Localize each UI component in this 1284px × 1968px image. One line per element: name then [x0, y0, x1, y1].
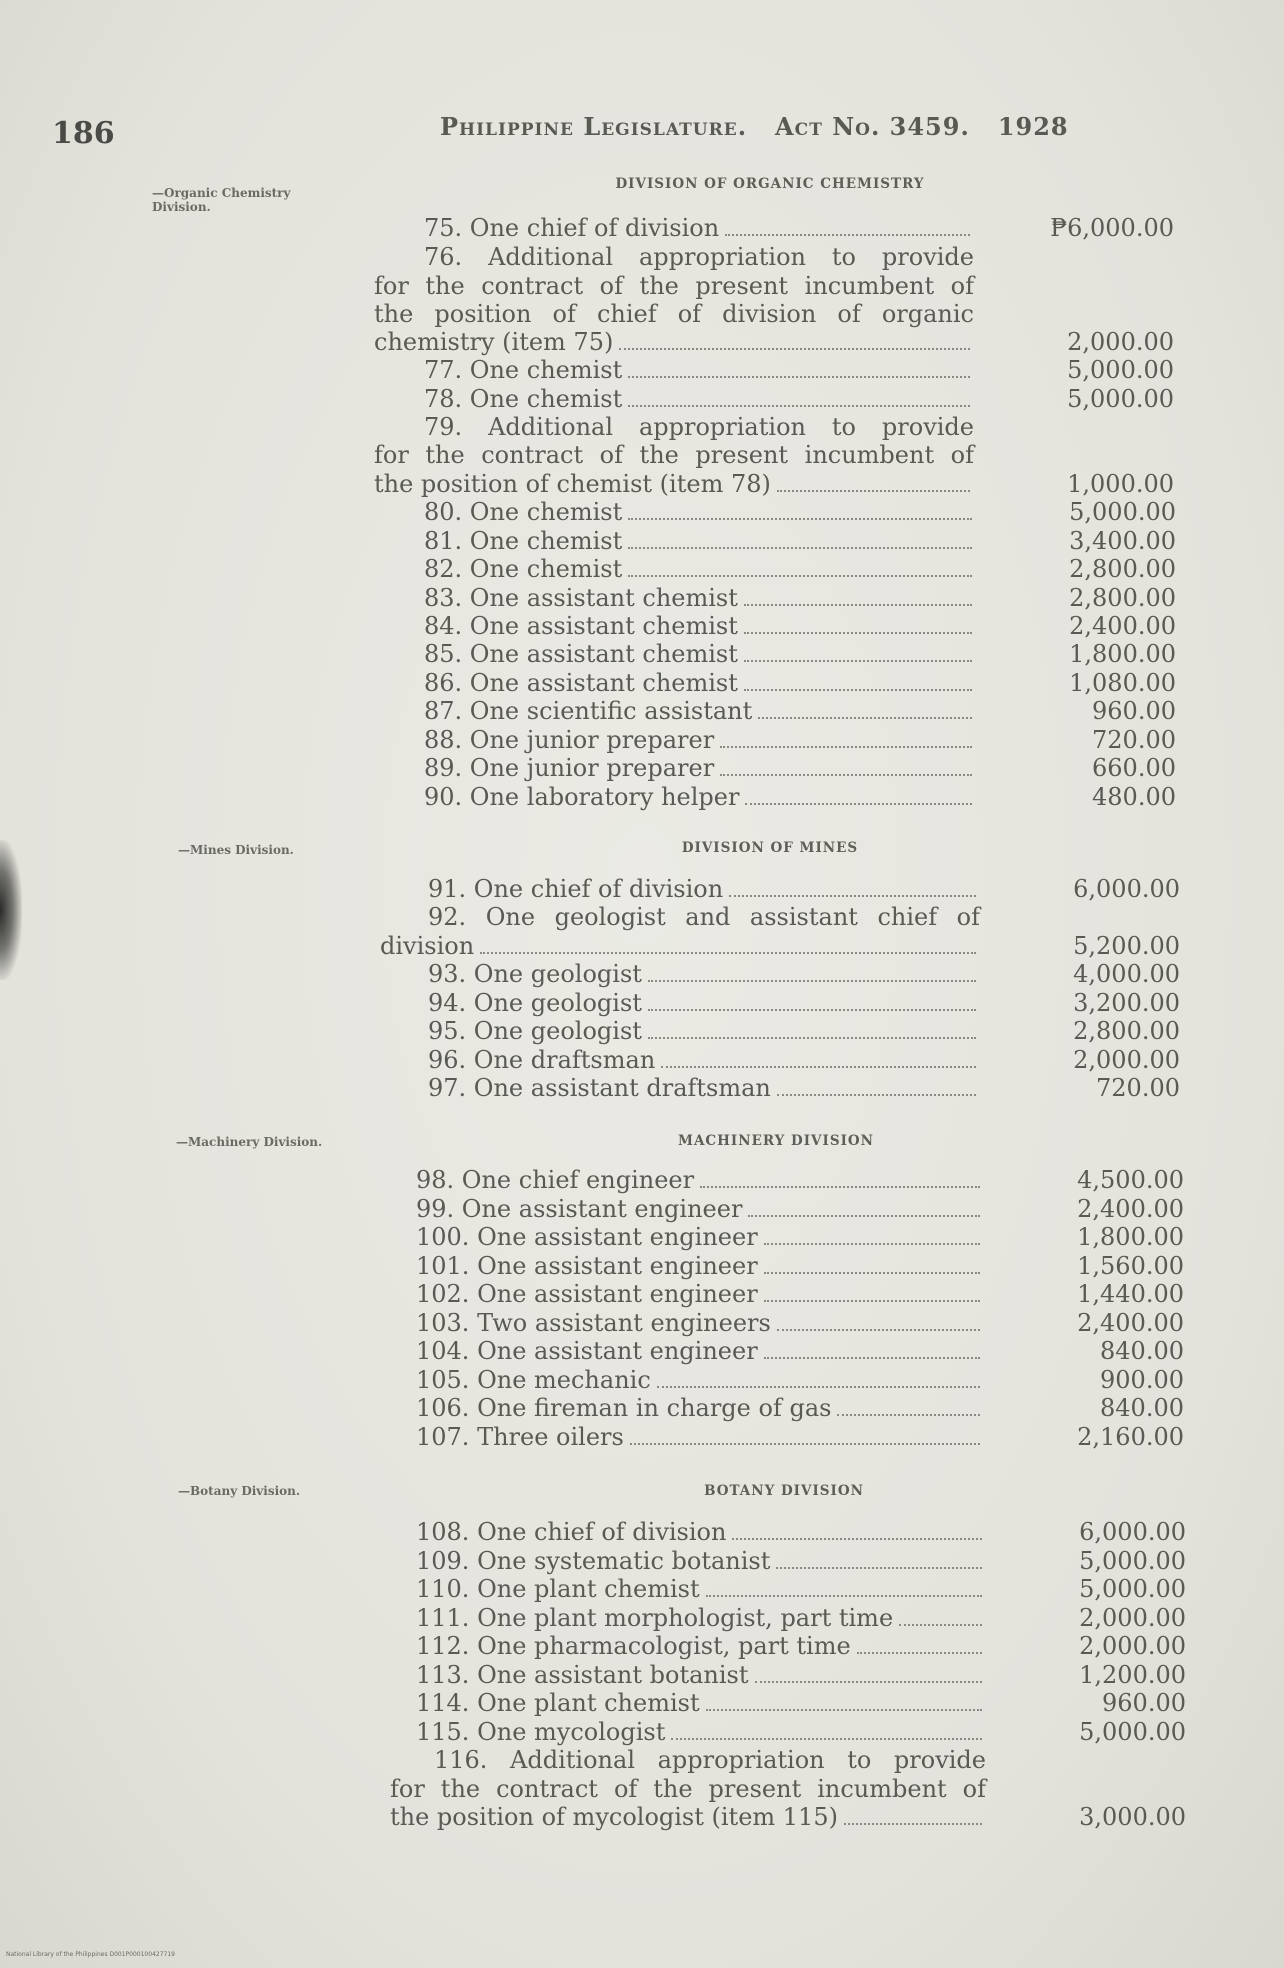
line-item-amount: 720.00 [1092, 726, 1176, 754]
item-99 [416, 1195, 984, 1223]
line-item-text: 110. One plant chemist [416, 1575, 700, 1603]
line-item-amount: 1,800.00 [1077, 1223, 1184, 1251]
line-item-amount: 5,000.00 [1079, 1718, 1186, 1746]
line-item-text: 104. One assistant engineer [416, 1337, 758, 1365]
running-head-year: 1928 [997, 112, 1069, 141]
side-note-organic [152, 186, 290, 214]
side-note-machinery: —Machinery Division. [176, 1135, 323, 1149]
leader-dots [857, 1651, 982, 1654]
line-item-text: 81. One chemist [424, 527, 623, 555]
line-item-text: 101. One assistant engineer [416, 1252, 758, 1280]
paragraph-line-text: chemistry (item 75) [374, 328, 614, 356]
line-item-text: 78. One chemist [424, 385, 623, 413]
item-86 [424, 669, 976, 697]
line-item-text: 83. One assistant chemist [424, 584, 738, 612]
leader-dots [744, 631, 972, 634]
leader-dots [764, 1356, 980, 1359]
leader-dots [764, 1271, 980, 1274]
line-item-text: 108. One chief of division [416, 1518, 727, 1546]
item-113 [416, 1661, 986, 1689]
item-77 [424, 356, 974, 384]
line-item-amount: 2,000.00 [1073, 1046, 1180, 1074]
line-item-amount: 4,000.00 [1073, 960, 1180, 988]
line-item-text: 102. One assistant engineer [416, 1280, 758, 1308]
leader-dots [758, 716, 972, 719]
item-106 [416, 1394, 984, 1422]
line-item-amount: 1,000.00 [1067, 470, 1174, 498]
item-76-line: the position of chief of division of organic [374, 300, 974, 328]
item-91 [428, 875, 980, 903]
item-115 [416, 1718, 986, 1746]
line-item-text: 105. One mechanic [416, 1366, 651, 1394]
leader-dots [648, 1036, 976, 1039]
line-item-text: 114. One plant chemist [416, 1689, 700, 1717]
line-item-amount: 960.00 [1102, 1689, 1186, 1717]
line-item-amount: 2,400.00 [1077, 1195, 1184, 1223]
line-item-amount: 2,000.00 [1079, 1604, 1186, 1632]
line-item-amount: 4,500.00 [1077, 1166, 1184, 1194]
item-79-line: 79. Additional appropriation to provide [424, 413, 974, 441]
side-note-line: Division. [152, 200, 211, 214]
line-item-amount: 5,200.00 [1073, 932, 1180, 960]
item-97 [428, 1074, 980, 1102]
running-head-title: Philippine Legislature. [440, 112, 748, 141]
line-item-amount: 2,800.00 [1069, 555, 1176, 583]
line-item-amount: 840.00 [1100, 1337, 1184, 1365]
leader-dots [628, 546, 972, 549]
item-114 [416, 1689, 986, 1717]
leader-dots [844, 1822, 982, 1825]
leader-dots [628, 375, 970, 378]
line-item-text: 94. One geologist [428, 989, 642, 1017]
section-heading-mines: DIVISION OF MINES [681, 840, 859, 856]
leader-dots [764, 1242, 980, 1245]
line-item-amount: 840.00 [1100, 1394, 1184, 1422]
line-item-amount: 960.00 [1092, 697, 1176, 725]
line-item-amount: ₱6,000.00 [1050, 214, 1174, 242]
line-item-amount: 2,160.00 [1077, 1423, 1184, 1451]
item-85 [424, 640, 976, 668]
line-item-text: 89. One junior preparer [424, 754, 715, 782]
line-item-text: 77. One chemist [424, 356, 623, 384]
running-head-act: Act No. 3459. [775, 112, 970, 141]
leader-dots [619, 347, 970, 350]
item-96 [428, 1046, 980, 1074]
item-116-line: for the contract of the present incumbent of [390, 1775, 986, 1803]
leader-dots [777, 1328, 980, 1331]
line-item-text: 80. One chemist [424, 498, 623, 526]
leader-dots [744, 603, 972, 606]
item-75 [424, 214, 974, 242]
item-100 [416, 1223, 984, 1251]
side-note-botany: —Botany Division. [178, 1484, 301, 1498]
line-item-text: 98. One chief engineer [416, 1166, 695, 1194]
leader-dots [700, 1185, 980, 1188]
leader-dots [706, 1708, 982, 1711]
item-81 [424, 527, 976, 555]
item-76-last-line [374, 328, 974, 356]
item-76-line: for the contract of the present incumbent of [374, 272, 974, 300]
paragraph-line-text: the position of mycologist (item 115) [390, 1803, 838, 1831]
item-92-last-line [380, 932, 980, 960]
item-111 [416, 1604, 986, 1632]
line-item-text: 115. One mycologist [416, 1718, 666, 1746]
item-76-line: 76. Additional appropriation to provide [424, 243, 974, 271]
leader-dots [657, 1385, 980, 1388]
line-item-text: 97. One assistant draftsman [428, 1074, 771, 1102]
line-item-amount: 480.00 [1092, 783, 1176, 811]
line-item-amount: 2,800.00 [1073, 1017, 1180, 1045]
line-item-amount: 1,200.00 [1079, 1661, 1186, 1689]
line-item-text: 96. One draftsman [428, 1046, 656, 1074]
leader-dots [745, 802, 972, 805]
leader-dots [744, 688, 972, 691]
item-94 [428, 989, 980, 1017]
line-item-amount: 660.00 [1092, 754, 1176, 782]
line-item-amount: 2,400.00 [1077, 1309, 1184, 1337]
line-item-text: 107. Three oilers [416, 1423, 624, 1451]
page-number: 186 [52, 116, 115, 151]
side-note-mines: —Mines Division. [178, 843, 294, 857]
line-item-text: 90. One laboratory helper [424, 783, 740, 811]
leader-dots [630, 1442, 980, 1445]
line-item-text: 95. One geologist [428, 1017, 642, 1045]
item-104 [416, 1337, 984, 1365]
item-78 [424, 385, 974, 413]
leader-dots [648, 979, 976, 982]
line-item-text: 82. One chemist [424, 555, 623, 583]
leader-dots [628, 517, 972, 520]
leader-dots [776, 1566, 982, 1569]
line-item-text: 111. One plant morphologist, part time [416, 1604, 894, 1632]
line-item-amount: 2,000.00 [1079, 1632, 1186, 1660]
item-116-line: 116. Additional appropriation to provide [434, 1746, 986, 1774]
line-item-amount: 3,200.00 [1073, 989, 1180, 1017]
item-108 [416, 1518, 986, 1546]
item-90 [424, 783, 976, 811]
item-112 [416, 1632, 986, 1660]
item-101 [416, 1252, 984, 1280]
line-item-text: 87. One scientific assistant [424, 697, 753, 725]
leader-dots [628, 574, 972, 577]
leader-dots [748, 1214, 980, 1217]
leader-dots [777, 1093, 976, 1096]
leader-dots [755, 1680, 982, 1683]
item-93 [428, 960, 980, 988]
leader-dots [720, 773, 972, 776]
item-83 [424, 584, 976, 612]
item-110 [416, 1575, 986, 1603]
running-head [440, 112, 1100, 141]
line-item-text: 106. One fireman in charge of gas [416, 1394, 832, 1422]
line-item-amount: 5,000.00 [1069, 498, 1176, 526]
item-116-last-line [390, 1803, 986, 1831]
line-item-text: 88. One junior preparer [424, 726, 715, 754]
item-109 [416, 1547, 986, 1575]
item-79-last-line [374, 470, 974, 498]
item-80 [424, 498, 976, 526]
section-heading-botany: BOTANY DIVISION [704, 1483, 864, 1499]
item-107 [416, 1423, 984, 1451]
leader-dots [729, 894, 976, 897]
leader-dots [706, 1594, 982, 1597]
leader-dots [725, 233, 970, 236]
item-88 [424, 726, 976, 754]
line-item-amount: 720.00 [1096, 1074, 1180, 1102]
line-item-text: 113. One assistant botanist [416, 1661, 749, 1689]
leader-dots [732, 1537, 982, 1540]
line-item-text: 100. One assistant engineer [416, 1223, 758, 1251]
leader-dots [899, 1623, 982, 1626]
line-item-amount: 6,000.00 [1079, 1518, 1186, 1546]
line-item-amount: 5,000.00 [1067, 385, 1174, 413]
line-item-amount: 2,400.00 [1069, 612, 1176, 640]
line-item-text: 86. One assistant chemist [424, 669, 738, 697]
line-item-amount: 5,000.00 [1079, 1547, 1186, 1575]
item-103 [416, 1309, 984, 1337]
item-89 [424, 754, 976, 782]
leader-dots [671, 1737, 982, 1740]
item-105 [416, 1366, 984, 1394]
leader-dots [480, 951, 976, 954]
line-item-amount: 2,800.00 [1069, 584, 1176, 612]
paragraph-line-text: the position of chemist (item 78) [374, 470, 771, 498]
line-item-text: 103. Two assistant engineers [416, 1309, 771, 1337]
line-item-amount: 3,400.00 [1069, 527, 1176, 555]
item-79-line: for the contract of the present incumbent of [374, 441, 974, 469]
line-item-amount: 3,000.00 [1079, 1803, 1186, 1831]
line-item-amount: 1,560.00 [1077, 1252, 1184, 1280]
section-heading-organic: DIVISION OF ORGANIC CHEMISTRY [615, 176, 925, 192]
leader-dots [661, 1065, 976, 1068]
line-item-amount: 5,000.00 [1067, 356, 1174, 384]
leader-dots [648, 1008, 976, 1011]
item-87 [424, 697, 976, 725]
line-item-text: 109. One systematic botanist [416, 1547, 771, 1575]
leader-dots [764, 1299, 980, 1302]
line-item-text: 93. One geologist [428, 960, 642, 988]
line-item-amount: 1,800.00 [1069, 640, 1176, 668]
line-item-text: 112. One pharmacologist, part time [416, 1632, 851, 1660]
line-item-amount: 2,000.00 [1067, 328, 1174, 356]
line-item-text: 99. One assistant engineer [416, 1195, 743, 1223]
line-item-amount: 1,080.00 [1069, 669, 1176, 697]
line-item-amount: 6,000.00 [1073, 875, 1180, 903]
item-98 [416, 1166, 984, 1194]
binding-shadow [0, 840, 22, 980]
item-84 [424, 612, 976, 640]
leader-dots [777, 489, 970, 492]
item-102 [416, 1280, 984, 1308]
leader-dots [837, 1413, 980, 1416]
line-item-amount: 900.00 [1100, 1366, 1184, 1394]
leader-dots [744, 659, 972, 662]
item-95 [428, 1017, 980, 1045]
footer-credit: National Library of the Philippines D001P000100427719 [6, 1951, 175, 1958]
item-92-line: 92. One geologist and assistant chief of [428, 903, 980, 931]
side-note-line: —Organic Chemistry [152, 186, 291, 200]
leader-dots [720, 745, 972, 748]
line-item-text: 75. One chief of division [424, 214, 720, 242]
line-item-text: 91. One chief of division [428, 875, 724, 903]
line-item-text: 85. One assistant chemist [424, 640, 738, 668]
section-heading-machinery: MACHINERY DIVISION [678, 1133, 874, 1149]
line-item-text: 84. One assistant chemist [424, 612, 738, 640]
leader-dots [628, 404, 970, 407]
line-item-amount: 5,000.00 [1079, 1575, 1186, 1603]
paragraph-line-text: division [380, 932, 475, 960]
line-item-amount: 1,440.00 [1077, 1280, 1184, 1308]
item-82 [424, 555, 976, 583]
